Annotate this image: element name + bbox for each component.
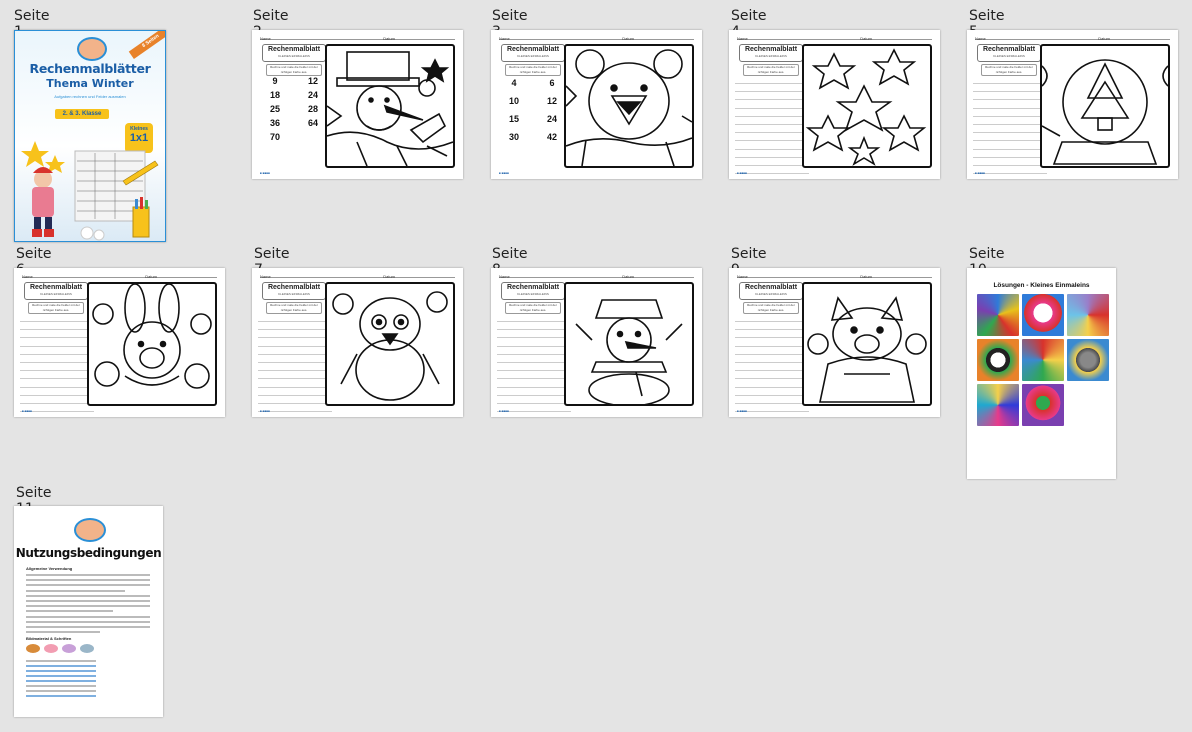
date-label: Datum: [860, 274, 872, 279]
problem-number: 30: [508, 132, 519, 142]
date-label: Datum: [383, 274, 395, 279]
cover-subtitle: Thema Winter: [46, 77, 134, 90]
worksheet-title-text: Rechenmalblatt: [506, 284, 560, 291]
problem-lines: [20, 316, 94, 414]
worksheet-header: [737, 36, 932, 40]
worksheet-title: [262, 44, 326, 62]
problem-list: [501, 78, 565, 146]
solution-image: [1022, 384, 1064, 426]
name-label: Name: [499, 274, 510, 279]
worksheet-instruction: Rechne und male die Felder mit der richtigen Farbe aus.: [981, 64, 1037, 76]
solution-image: [977, 294, 1019, 336]
worksheet-instruction: Rechne und male die Felder mit der richtigen Farbe aus.: [743, 64, 799, 76]
stars-coloring-image: [802, 44, 932, 168]
worksheet-subtitle: KLEINES EINMALEINS: [40, 292, 72, 296]
credit-text-lines: [26, 660, 96, 700]
page-thumbnail-2[interactable]: [252, 30, 463, 179]
mascot-logo: [77, 37, 107, 61]
worksheet-title: [501, 44, 565, 62]
terms-heading-general: Allgemeine Verwendung: [26, 566, 73, 571]
worksheet-subtitle: KLEINES EINMALEINS: [278, 292, 310, 296]
snowglobe-coloring-image: [1040, 44, 1170, 168]
problem-number: 70: [269, 132, 280, 142]
worksheet-title-text: Rechenmalblatt: [29, 284, 83, 291]
credit-logo: [44, 644, 58, 653]
worksheet-instruction: Rechne und male die Felder mit der richtigen Farbe aus.: [743, 302, 799, 314]
problem-number: 28: [307, 104, 318, 114]
worksheet-instruction: Rechne und male die Felder mit der richtigen Farbe aus.: [505, 302, 561, 314]
problem-number: 9: [272, 76, 278, 86]
worksheet-title-text: Rechenmalblatt: [506, 46, 560, 53]
page-thumbnail-6[interactable]: [14, 268, 225, 417]
page-thumbnail-5[interactable]: [967, 30, 1178, 179]
solution-image: [1022, 339, 1064, 381]
page-label: Seite: [492, 8, 528, 24]
credit-logo: [80, 644, 94, 653]
worksheet-instruction: Rechne und male die Felder mit der richtigen Farbe aus.: [505, 64, 561, 76]
problem-number: 25: [269, 104, 280, 114]
page-label: Seite: [969, 246, 1005, 262]
terms-heading-images: Bildmaterial & Schriften: [26, 636, 72, 641]
worksheet-header: [975, 36, 1170, 40]
name-label: Name: [975, 36, 986, 41]
footer-logo: ■ ■■■■: [260, 409, 270, 413]
problem-number: 24: [307, 90, 318, 100]
worksheet-title-text: Rechenmalblatt: [982, 46, 1036, 53]
solution-image: [977, 339, 1019, 381]
worksheet-title: [739, 282, 803, 300]
penguin-coloring-image: [325, 282, 455, 406]
worksheet-subtitle: KLEINES EINMALEINS: [755, 54, 787, 58]
cover-title: Rechenmalblätter: [29, 61, 151, 76]
worksheet-instruction: Rechne und male die Felder mit der richtigen Farbe aus.: [266, 64, 322, 76]
page-label: Seite: [492, 246, 528, 262]
worksheet-header: [260, 274, 455, 278]
problem-number: 6: [549, 78, 555, 88]
page-label: Seite: [253, 8, 289, 24]
worksheet-title-text: Rechenmalblatt: [267, 46, 321, 53]
page-thumbnail-10[interactable]: [967, 268, 1116, 479]
problem-lines: [258, 316, 332, 414]
page-thumbnail-9[interactable]: [729, 268, 940, 417]
snowman-coloring-image: [325, 44, 455, 168]
problem-number: 4: [511, 78, 517, 88]
problem-lines: [735, 78, 809, 176]
raccoon-coloring-image: [802, 282, 932, 406]
problem-number: 15: [508, 114, 519, 124]
problem-number: 64: [307, 118, 318, 128]
page-label: Seite: [16, 246, 52, 262]
credit-logo: [26, 644, 40, 653]
page-label: Seite: [731, 8, 767, 24]
footer-logo: ■ ■■■■: [975, 171, 985, 175]
rabbit-coloring-image: [87, 282, 217, 406]
kleines-label: Kleines: [130, 126, 148, 132]
name-label: Name: [737, 36, 748, 41]
page-thumbnail-11[interactable]: [14, 506, 163, 717]
problem-number: 18: [269, 90, 280, 100]
page-label: Seite: [969, 8, 1005, 24]
problem-number: 12: [546, 96, 557, 106]
worksheet-title-text: Rechenmalblatt: [267, 284, 321, 291]
page-label: Seite: [16, 485, 52, 501]
page-thumbnail-8[interactable]: [491, 268, 702, 417]
date-label: Datum: [860, 36, 872, 41]
footer-logo: ■ ■■■■: [22, 409, 32, 413]
bear-coloring-image: [564, 44, 694, 168]
solutions-grid: [977, 294, 1111, 426]
page-thumbnail-1[interactable]: [14, 30, 166, 242]
worksheet-header: [499, 274, 694, 278]
cover-illustration: [15, 121, 165, 241]
name-label: Name: [499, 36, 510, 41]
worksheet-header: [22, 274, 217, 278]
date-label: Datum: [622, 274, 634, 279]
terms-title: Nutzungsbedingungen: [15, 546, 162, 560]
date-label: Datum: [1098, 36, 1110, 41]
einmaleins-label: 1x1: [129, 132, 149, 144]
problem-lines: [735, 316, 809, 414]
grade-badge: 2. & 3. Klasse: [55, 109, 109, 119]
name-label: Name: [260, 36, 271, 41]
problem-lines: [497, 316, 571, 414]
worksheet-title: [739, 44, 803, 62]
page-thumbnail-7[interactable]: [252, 268, 463, 417]
worksheet-header: [260, 36, 455, 40]
solution-image: [1067, 339, 1109, 381]
worksheet-title-text: Rechenmalblatt: [744, 284, 798, 291]
worksheet-subtitle: KLEINES EINMALEINS: [517, 292, 549, 296]
problem-number: 36: [269, 118, 280, 128]
date-label: Datum: [622, 36, 634, 41]
worksheet-instruction: Rechne und male die Felder mit der richtigen Farbe aus.: [266, 302, 322, 314]
worksheet-header: [499, 36, 694, 40]
solution-image: [1067, 294, 1109, 336]
name-label: Name: [737, 274, 748, 279]
footer-logo: ■ ■■■■: [499, 409, 509, 413]
footer-logo: ■ ■■■■: [260, 171, 270, 175]
worksheet-title: [977, 44, 1041, 62]
name-label: Name: [22, 274, 33, 279]
worksheet-title: [501, 282, 565, 300]
page-label: Seite: [14, 8, 50, 24]
worksheet-subtitle: KLEINES EINMALEINS: [278, 54, 310, 58]
snowman-scarf-coloring-image: [564, 282, 694, 406]
worksheet-subtitle: KLEINES EINMALEINS: [517, 54, 549, 58]
worksheet-title: [262, 282, 326, 300]
worksheet-title: [24, 282, 88, 300]
terms-text-lines: [26, 574, 150, 636]
problem-lines: [973, 78, 1047, 176]
date-label: Datum: [383, 36, 395, 41]
solution-image: [977, 384, 1019, 426]
problem-number: 42: [546, 132, 557, 142]
credit-logo: [62, 644, 76, 653]
solution-image: [1022, 294, 1064, 336]
footer-logo: ■ ■■■■: [737, 171, 747, 175]
page-label: Seite: [254, 246, 290, 262]
cover-tagline: Aufgaben rechnen und Felder ausmalen: [54, 94, 126, 99]
name-label: Name: [260, 274, 271, 279]
problem-number: 12: [307, 76, 318, 86]
problem-number: 10: [508, 96, 519, 106]
footer-logo: ■ ■■■■: [499, 171, 509, 175]
worksheet-header: [737, 274, 932, 278]
footer-logo: ■ ■■■■: [737, 409, 747, 413]
problem-list: [262, 76, 326, 146]
problem-number: [300, 132, 326, 142]
page-thumbnail-4[interactable]: [729, 30, 940, 179]
page-label: Seite: [731, 246, 767, 262]
pages-ribbon: 8 Seiten: [129, 30, 166, 59]
worksheet-subtitle: KLEINES EINMALEINS: [755, 292, 787, 296]
worksheet-instruction: Rechne und male die Felder mit der richtigen Farbe aus.: [28, 302, 84, 314]
mascot-logo: [74, 518, 106, 542]
worksheet-subtitle: KLEINES EINMALEINS: [993, 54, 1025, 58]
page-thumbnail-3[interactable]: [491, 30, 702, 179]
date-label: Datum: [145, 274, 157, 279]
credit-logos: [26, 644, 94, 653]
worksheet-title-text: Rechenmalblatt: [744, 46, 798, 53]
problem-number: 24: [546, 114, 557, 124]
solutions-title: Lösungen - Kleines Einmaleins: [993, 282, 1090, 289]
